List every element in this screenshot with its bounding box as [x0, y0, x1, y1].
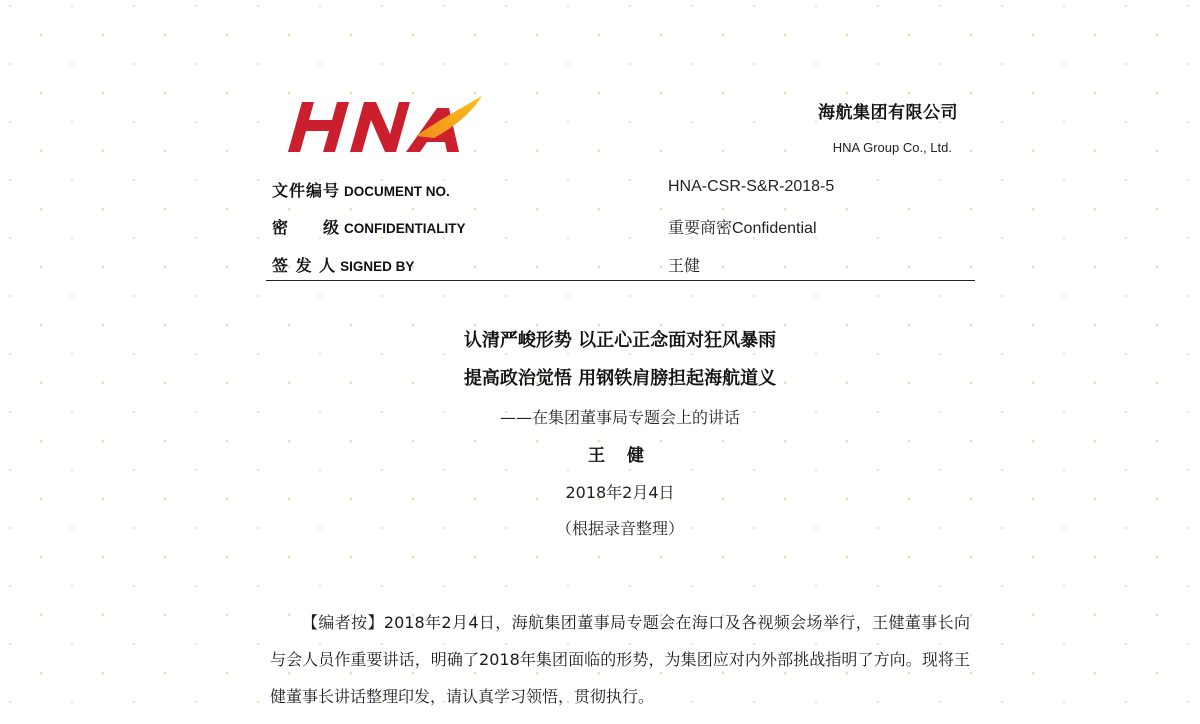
document-title-line-2: 提高政治觉悟 用钢铁肩膀担起海航道义: [463, 368, 777, 389]
company-name-cn: 海航集团有限公司: [818, 103, 958, 123]
meta-label-cn: 密 级: [272, 218, 341, 237]
hna-logo: [276, 92, 486, 160]
document-title-line-1: 认清严峻形势 以正心正念面对狂风暴雨: [463, 330, 777, 351]
document-note: （根据录音整理）: [555, 519, 684, 538]
meta-label-en: DOCUMENT NO.: [344, 184, 450, 199]
document-date: 2018年2月4日: [565, 483, 675, 502]
meta-label-cn: 签 发 人: [272, 256, 337, 275]
meta-row-signed-by: [272, 253, 972, 279]
meta-row-confidentiality: [272, 215, 972, 241]
header-divider: [266, 280, 975, 281]
meta-label-en: CONFIDENTIALITY: [344, 221, 466, 236]
document-sheet: [264, 0, 976, 724]
meta-value-document-no: HNA-CSR-S&R-2018-5: [668, 178, 835, 195]
company-name-en: HNA Group Co., Ltd.: [832, 140, 952, 155]
meta-value-confidentiality: 重要商密Confidential: [668, 220, 817, 237]
document-author: 王 健: [588, 446, 652, 466]
meta-label: [272, 215, 466, 238]
editor-note-paragraph: 【编者按】2018年2月4日，海航集团董事局专题会在海口及各视频会场举行，王健董事长向与会人员作重要讲话，明确了2018年集团面临的形势，为集团应对内外部挑战指明了方向。现将王健董事长讲话整理印发，请认真学习领悟，贯彻执行。: [270, 613, 970, 706]
meta-label: [272, 253, 414, 276]
document-subtitle: ——在集团董事局专题会上的讲话: [499, 408, 740, 427]
meta-label-cn: 文件编号: [272, 181, 341, 200]
meta-label-en: SIGNED BY: [340, 259, 415, 274]
meta-row-document-no: [272, 178, 972, 204]
meta-label: [272, 178, 450, 201]
meta-value-signed-by: 王健: [668, 258, 701, 275]
